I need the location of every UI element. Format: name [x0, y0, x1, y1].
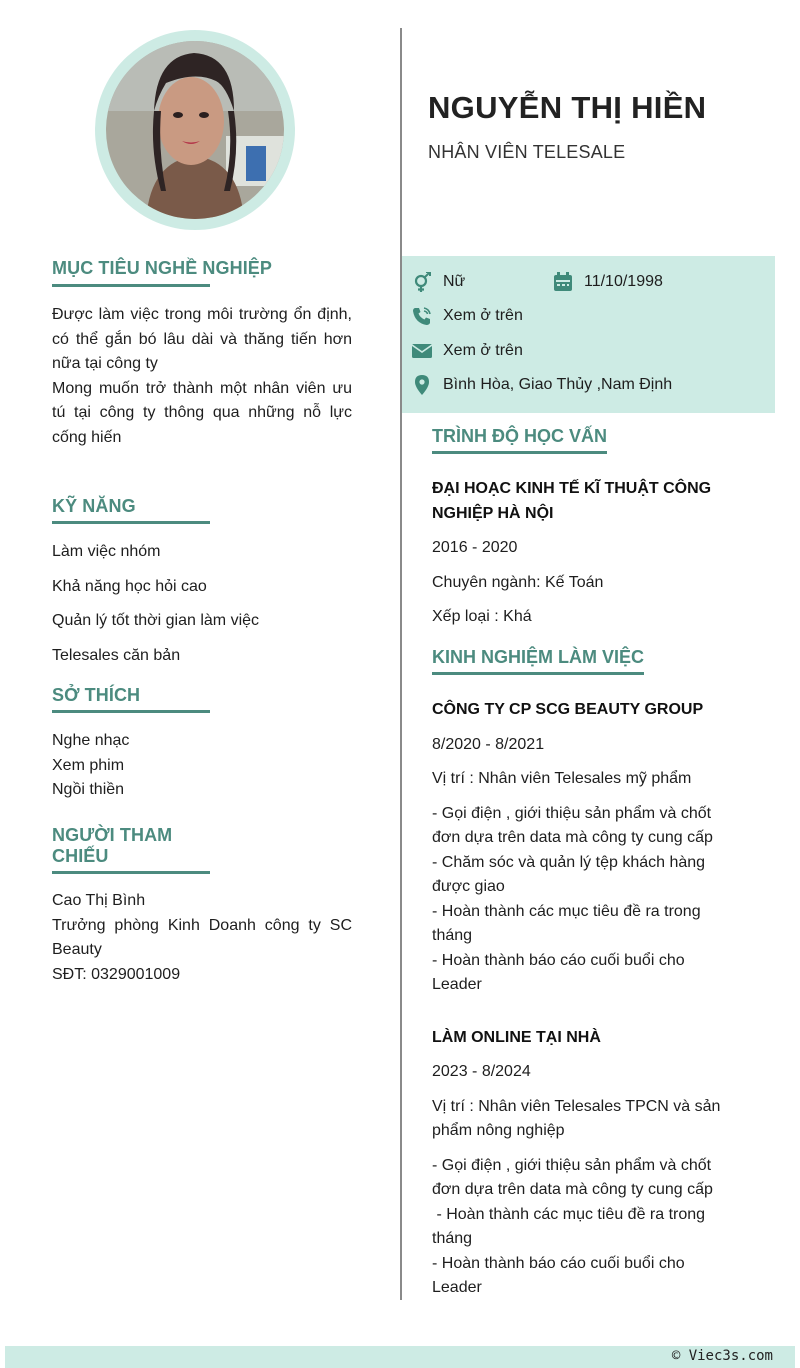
footer-credit[interactable]: © Viec3s.com	[671, 1348, 773, 1364]
job-title: NHÂN VIÊN TELESALE	[428, 142, 626, 162]
job-entry	[432, 1026, 737, 1301]
contact-info-box	[402, 256, 775, 413]
email-value: Xem ở trên	[443, 342, 523, 359]
job-duties	[432, 802, 737, 998]
education-section	[432, 426, 752, 630]
reference-title: NGƯỜI THAM CHIẾU	[52, 825, 210, 874]
job-company: CÔNG TY CP SCG BEAUTY GROUP	[432, 701, 704, 718]
hobby-item: Ngồi thiền	[52, 781, 125, 798]
experience-title: KINH NGHIỆM LÀM VIỆC	[432, 647, 644, 675]
hobbies-section	[52, 685, 352, 803]
phone-value: Xem ở trên	[443, 307, 523, 324]
job-duty: - Hoàn thành báo cáo cuối buổi cho Leader	[432, 951, 685, 993]
job-role: Vị trí : Nhân viên Telesales mỹ phẩm	[432, 770, 692, 787]
address-value: Bình Hòa, Giao Thủy ,Nam Định	[443, 376, 673, 393]
skill-item: Làm việc nhóm	[52, 543, 161, 560]
job-period: 8/2020 - 8/2021	[432, 735, 545, 753]
skills-section	[52, 496, 352, 668]
reference-section	[52, 825, 352, 987]
job-duty: - Chăm sóc và quản lý tệp khách hàng được giao	[432, 853, 706, 895]
education-period: 2016 - 2020	[432, 539, 518, 556]
birthday-value: 11/10/1998	[584, 273, 663, 290]
email-icon	[412, 341, 432, 361]
objective-underline	[52, 284, 210, 287]
avatar	[106, 41, 284, 219]
job-duties	[432, 1154, 737, 1301]
gender-row	[412, 272, 465, 292]
calendar-icon	[553, 272, 573, 292]
footer-bar	[5, 1346, 795, 1368]
reference-position: Trưởng phòng Kinh Doanh công ty SC Beauty	[52, 916, 352, 958]
job-duty: - Hoàn thành các mục tiêu đề ra trong tháng	[432, 1205, 710, 1247]
skills-title: KỸ NĂNG	[52, 496, 210, 524]
education-grade: Xếp loại : Khá	[432, 608, 532, 625]
gender-icon	[412, 272, 432, 292]
objective-section	[52, 258, 352, 450]
objective-text-1: Được làm việc trong môi trường ổn định, có thể gắn bó lâu dài và thăng tiến hơn nữa tại công ty	[52, 306, 352, 372]
address-row	[412, 375, 672, 395]
location-pin-icon	[412, 375, 432, 395]
objective-text-2: Mong muốn trở thành một nhân viên ưu tú tại công ty thông qua những nỗ lực cống hiến	[52, 379, 352, 446]
gender-value: Nữ	[443, 273, 466, 290]
objective-title: MỤC TIÊU NGHỀ NGHIỆP	[52, 258, 273, 278]
hobby-item: Xem phim	[52, 756, 125, 774]
education-school: ĐẠI HOẠC KINH TẾ KĨ THUẬT CÔNG NGHIỆP HÀ NỘI	[432, 480, 712, 522]
hobbies-title: SỞ THÍCH	[52, 685, 210, 713]
candidate-name: NGUYỄN THỊ HIỀN	[428, 90, 707, 125]
reference-phone: SĐT: 0329001009	[52, 965, 181, 983]
column-divider	[400, 28, 402, 1300]
education-title: TRÌNH ĐỘ HỌC VẤN	[432, 426, 607, 454]
job-entry	[432, 698, 737, 998]
job-duty: - Gọi điện , giới thiệu sản phẩm và chốt đơn dựa trên data mà công ty cung cấp	[432, 804, 713, 846]
job-duty: - Hoàn thành báo cáo cuối buổi cho Leader	[432, 1254, 685, 1296]
skills-list	[52, 540, 352, 668]
reference-name: Cao Thị Bình	[52, 892, 146, 909]
phone-row	[412, 306, 523, 326]
hobbies-list	[52, 729, 352, 803]
job-company: LÀM ONLINE TẠI NHÀ	[432, 1028, 601, 1046]
skill-item: Telesales căn bản	[52, 646, 181, 664]
skill-item: Quản lý tốt thời gian làm việc	[52, 612, 260, 629]
skill-item: Khả năng học hỏi cao	[52, 577, 207, 595]
hobby-item: Nghe nhạc	[52, 732, 130, 749]
experience-section	[432, 647, 737, 1301]
avatar-photo	[106, 41, 284, 219]
job-role: Vị trí : Nhân viên Telesales TPCN và sản phẩm nông nghiệp	[432, 1097, 721, 1139]
phone-icon	[412, 306, 432, 326]
job-duty: - Gọi điện , giới thiệu sản phẩm và chốt đơn dựa trên data mà công ty cung cấp	[432, 1156, 713, 1198]
job-duty: - Hoàn thành các mục tiêu đề ra trong tháng	[432, 902, 701, 944]
job-period: 2023 - 8/2024	[432, 1063, 531, 1080]
birthday-row	[553, 272, 663, 292]
email-row	[412, 341, 523, 361]
education-major: Chuyên ngành: Kế Toán	[432, 573, 604, 591]
